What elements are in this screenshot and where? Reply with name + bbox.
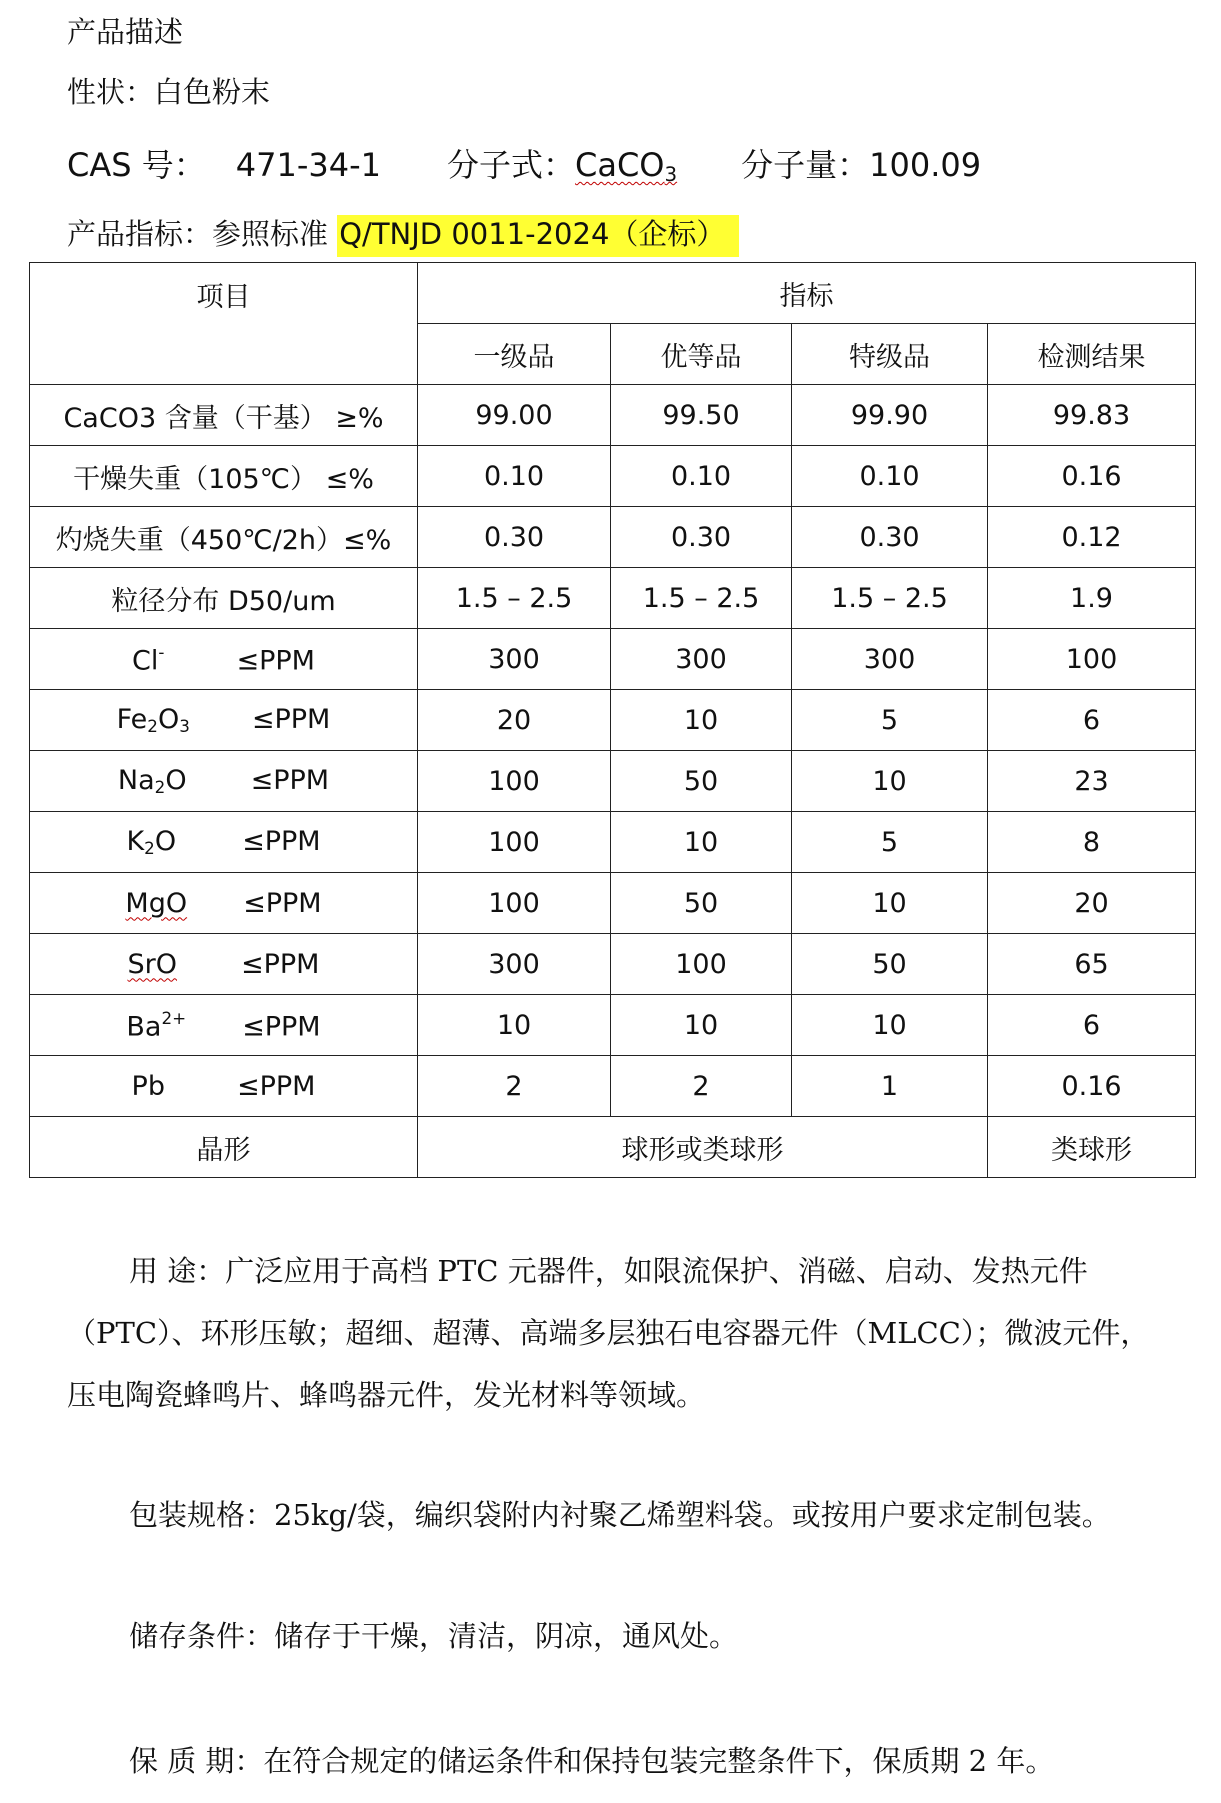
- cell: 50: [611, 751, 792, 812]
- table-row: [30, 568, 1196, 629]
- cell: 100: [418, 812, 611, 873]
- cell: 10: [418, 995, 611, 1056]
- crystal-row: [30, 1117, 1196, 1178]
- cell: 1.5 – 2.5: [611, 568, 792, 629]
- identity-line: [67, 140, 981, 186]
- cell: 10: [611, 812, 792, 873]
- cell: 10: [792, 751, 988, 812]
- table-row: [30, 507, 1196, 568]
- cell: 类球形: [988, 1117, 1196, 1178]
- cell: 10: [792, 995, 988, 1056]
- row-label: 粒径分布 D50/um: [30, 568, 418, 629]
- cell: 23: [988, 751, 1196, 812]
- cell: 65: [988, 934, 1196, 995]
- table-row: [30, 812, 1196, 873]
- cell: 8: [988, 812, 1196, 873]
- cell: 300: [792, 629, 988, 690]
- appearance-line: 性状：白色粉末: [67, 75, 271, 109]
- header-grade: 特级品: [792, 324, 988, 385]
- cell: 6: [988, 995, 1196, 1056]
- cell: 0.30: [611, 507, 792, 568]
- cell: 100: [611, 934, 792, 995]
- section-title: 产品描述: [67, 15, 184, 49]
- cell: 100: [988, 629, 1196, 690]
- header-grade: 检测结果: [988, 324, 1196, 385]
- cell: 99.90: [792, 385, 988, 446]
- weight-value: 100.09: [869, 146, 982, 184]
- header-indicator: 指标: [418, 263, 1196, 324]
- cell: 球形或类球形: [418, 1117, 988, 1178]
- row-label: $Fe_2O_3 \le PPM$: [30, 690, 418, 751]
- cell: 20: [418, 690, 611, 751]
- table-row: [30, 995, 1196, 1056]
- cell: 2: [418, 1056, 611, 1117]
- cell: 1: [792, 1056, 988, 1117]
- cell: 10: [611, 995, 792, 1056]
- cell: 99.00: [418, 385, 611, 446]
- cell: 5: [792, 690, 988, 751]
- row-label: Pb ≤PPM: [30, 1056, 418, 1117]
- cell: 10: [611, 690, 792, 751]
- cell: 10: [792, 873, 988, 934]
- weight-label: 分子量：: [741, 146, 870, 184]
- cell: 99.83: [988, 385, 1196, 446]
- row-label: SrO ≤PPM: [30, 934, 418, 995]
- cell: 2: [611, 1056, 792, 1117]
- cell: 100: [418, 873, 611, 934]
- row-label: 干燥失重（105℃） ≤%: [30, 446, 418, 507]
- storage-paragraph: 储存条件：储存于干燥，清洁，阴凉，通风处。: [129, 1619, 739, 1653]
- cell: 6: [988, 690, 1196, 751]
- standard-prefix: 产品指标：参照标准: [67, 217, 338, 251]
- cell: 300: [611, 629, 792, 690]
- cell: 300: [418, 934, 611, 995]
- packaging-paragraph: 包装规格：25kg/袋，编织袋附内衬聚乙烯塑料袋。或按用户要求定制包装。: [129, 1498, 1111, 1532]
- cell: 100: [418, 751, 611, 812]
- row-label: $Ba^{2+} \le PPM$: [30, 995, 418, 1056]
- row-label: 晶形: [30, 1117, 418, 1178]
- header-grade: 一级品: [418, 324, 611, 385]
- table-row: [30, 690, 1196, 751]
- cell: 0.12: [988, 507, 1196, 568]
- cell: 1.9: [988, 568, 1196, 629]
- row-label: $Na_2O \le PPM$: [30, 751, 418, 812]
- cell: 0.30: [418, 507, 611, 568]
- cell: 1.5 – 2.5: [792, 568, 988, 629]
- formula-value: CaCO$_3$: [575, 146, 678, 186]
- row-label: MgO ≤PPM: [30, 873, 418, 934]
- cell: 0.10: [792, 446, 988, 507]
- formula-label: 分子式：: [446, 146, 575, 184]
- cell: 0.16: [988, 1056, 1196, 1117]
- cell: 20: [988, 873, 1196, 934]
- header-grade: 优等品: [611, 324, 792, 385]
- cell: 50: [611, 873, 792, 934]
- cell: 50: [792, 934, 988, 995]
- cell: 0.10: [611, 446, 792, 507]
- cell: 1.5 – 2.5: [418, 568, 611, 629]
- cell: 300: [418, 629, 611, 690]
- table-row: [30, 629, 1196, 690]
- cas-value: 471-34-1: [235, 146, 381, 184]
- table-row: [30, 1056, 1196, 1117]
- table-row: [30, 446, 1196, 507]
- standard-value-highlight: Q/TNJD 0011-2024（企标）: [337, 215, 739, 257]
- cas-label: CAS 号：: [67, 146, 206, 184]
- shelf-life-paragraph: 保 质 期：在符合规定的储运条件和保持包装完整条件下，保质期 2 年。: [129, 1744, 1055, 1778]
- row-label: CaCO3 含量（干基） ≥%: [30, 385, 418, 446]
- cell: 0.16: [988, 446, 1196, 507]
- spec-table: [29, 262, 1196, 1178]
- table-row: [30, 934, 1196, 995]
- usage-paragraph: 用 途：广泛应用于高档 PTC 元器件，如限流保护、消磁、启动、发热元件 （PTC）、环形压敏；超细、超薄、高端多层独石电容器元件（MLCC）；微波元件， 压电陶瓷蜂鸣片、蜂鸣器元件，发光材料等领域。: [67, 1254, 1150, 1412]
- row-label: Cl- ≤PPM: [30, 629, 418, 690]
- row-label: $K_2O \le PPM$: [30, 812, 418, 873]
- table-row: [30, 873, 1196, 934]
- table-row: [30, 385, 1196, 446]
- cell: 0.30: [792, 507, 988, 568]
- header-item: 项目: [30, 263, 418, 385]
- table-row: [30, 751, 1196, 812]
- cell: 99.50: [611, 385, 792, 446]
- cell: 0.10: [418, 446, 611, 507]
- row-label: 灼烧失重（450℃/2h）≤%: [30, 507, 418, 568]
- standard-line: [67, 212, 739, 253]
- cell: 5: [792, 812, 988, 873]
